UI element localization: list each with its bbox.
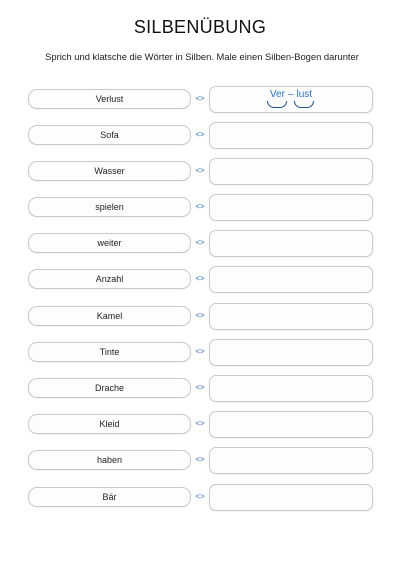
exercise-row bbox=[0, 447, 400, 473]
word-label: Drache bbox=[28, 378, 191, 398]
answer-field[interactable] bbox=[209, 375, 373, 402]
answer-field[interactable] bbox=[209, 158, 373, 185]
exercise-row bbox=[0, 230, 400, 256]
word-label: haben bbox=[28, 450, 191, 470]
word-label: Sofa bbox=[28, 125, 191, 145]
syllable-arc-icon bbox=[267, 101, 287, 108]
connector-arrow: <> bbox=[195, 419, 205, 428]
word-label: Kamel bbox=[28, 306, 191, 326]
word-label: Wasser bbox=[28, 161, 191, 181]
page-title: SILBENÜBUNG bbox=[133, 17, 267, 37]
answer-field[interactable] bbox=[209, 122, 373, 149]
syllable-arc-icon bbox=[294, 101, 314, 108]
answer-field[interactable] bbox=[209, 447, 373, 474]
connector-arrow: <> bbox=[195, 347, 205, 356]
exercise-row bbox=[0, 122, 400, 148]
syllable-separator: – bbox=[287, 89, 294, 100]
word-label: Tinte bbox=[28, 342, 191, 362]
exercise-row bbox=[0, 194, 400, 220]
answer-field[interactable] bbox=[209, 339, 373, 366]
word-label: Anzahl bbox=[28, 269, 191, 289]
exercise-row bbox=[0, 266, 400, 292]
connector-arrow: <> bbox=[195, 166, 205, 175]
exercise-row bbox=[0, 375, 400, 401]
word-label: Kleid bbox=[28, 414, 191, 434]
exercise-row bbox=[0, 339, 400, 365]
answer-field[interactable] bbox=[209, 411, 373, 438]
connector-arrow: <> bbox=[195, 94, 205, 103]
answer-field[interactable] bbox=[209, 86, 373, 113]
exercise-row bbox=[0, 158, 400, 184]
instruction-text: Sprich und klatsche die Wörter in Silben. Male einen Silben-Bogen darunter bbox=[45, 51, 359, 62]
connector-arrow: <> bbox=[195, 238, 205, 247]
exercise-row bbox=[0, 303, 400, 329]
answer-field[interactable] bbox=[209, 303, 373, 330]
answer-field[interactable] bbox=[209, 230, 373, 257]
connector-arrow: <> bbox=[195, 492, 205, 501]
word-label: weiter bbox=[28, 233, 191, 253]
exercise-row bbox=[0, 86, 400, 112]
word-label: Verlust bbox=[28, 89, 191, 109]
connector-arrow: <> bbox=[195, 311, 205, 320]
word-label: spielen bbox=[28, 197, 191, 217]
example-answer bbox=[210, 89, 372, 101]
connector-arrow: <> bbox=[195, 274, 205, 283]
connector-arrow: <> bbox=[195, 130, 205, 139]
answer-field[interactable] bbox=[209, 194, 373, 221]
word-label: Bär bbox=[28, 487, 191, 507]
syllable-two: lust bbox=[297, 89, 313, 101]
exercise-row bbox=[0, 411, 400, 437]
exercise-row bbox=[0, 484, 400, 510]
connector-arrow: <> bbox=[195, 383, 205, 392]
syllable-one: Ver bbox=[270, 89, 285, 101]
answer-field[interactable] bbox=[209, 484, 373, 511]
connector-arrow: <> bbox=[195, 455, 205, 464]
answer-field[interactable] bbox=[209, 266, 373, 293]
connector-arrow: <> bbox=[195, 202, 205, 211]
